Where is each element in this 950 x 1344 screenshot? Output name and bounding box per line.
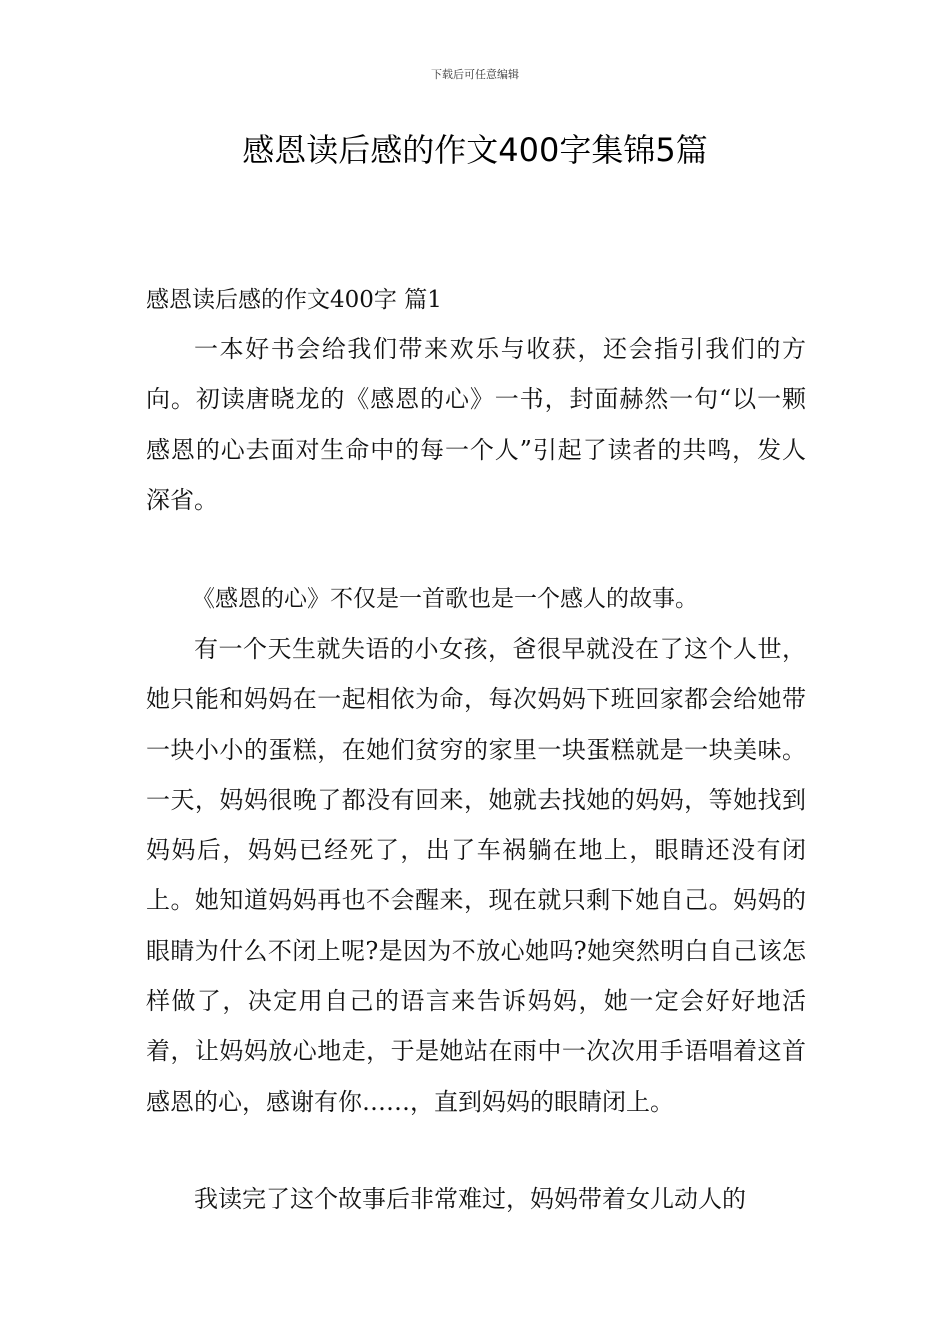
paragraph-2: 《感恩的心》不仅是一首歌也是一个感人的故事。 xyxy=(192,586,698,612)
paragraph-4: 我读完了这个故事后非常难过，妈妈带着女儿动人的 xyxy=(194,1185,746,1213)
paragraph-3: 有一个天生就失语的小女孩，爸很早就没在了这个人世，她只能和妈妈在一起相依为命，每次妈妈下班回家都会给她带一块小小的蛋糕，在她们贫穷的家里一块蛋糕就是一块美味。一天，妈妈很晚了都没有回来，她就去找她的妈妈，等她找到妈妈后，妈妈已经死了，出了车祸躺在地上，眼睛还没有闭上。她知道妈妈再也不会醒来，现在就只剩下她自己。妈妈的眼睛为什么不闭上呢?是因为不放心她吗?她突然明白自己该怎样做了，决定用自己的语言来告诉妈妈，她一定会好好地活着，让妈妈放心地走，于是她站在雨中一次次用手语唱着这首感恩的心，感谢有你……，直到妈妈的眼睛闭上。 xyxy=(146,635,806,1116)
header-note: 下载后可任意编辑 xyxy=(431,68,519,81)
paragraph-1: 一本好书会给我们带来欢乐与收获，还会指引我们的方向。初读唐晓龙的《感恩的心》一书，封面赫然一句“以一颗感恩的心去面对生命中的每一个人”引起了读者的共鸣，发人深省。 xyxy=(146,335,806,514)
document-title: 感恩读后感的作文400字集锦5篇 xyxy=(242,131,708,169)
section-heading: 感恩读后感的作文400字 篇1 xyxy=(146,287,442,313)
